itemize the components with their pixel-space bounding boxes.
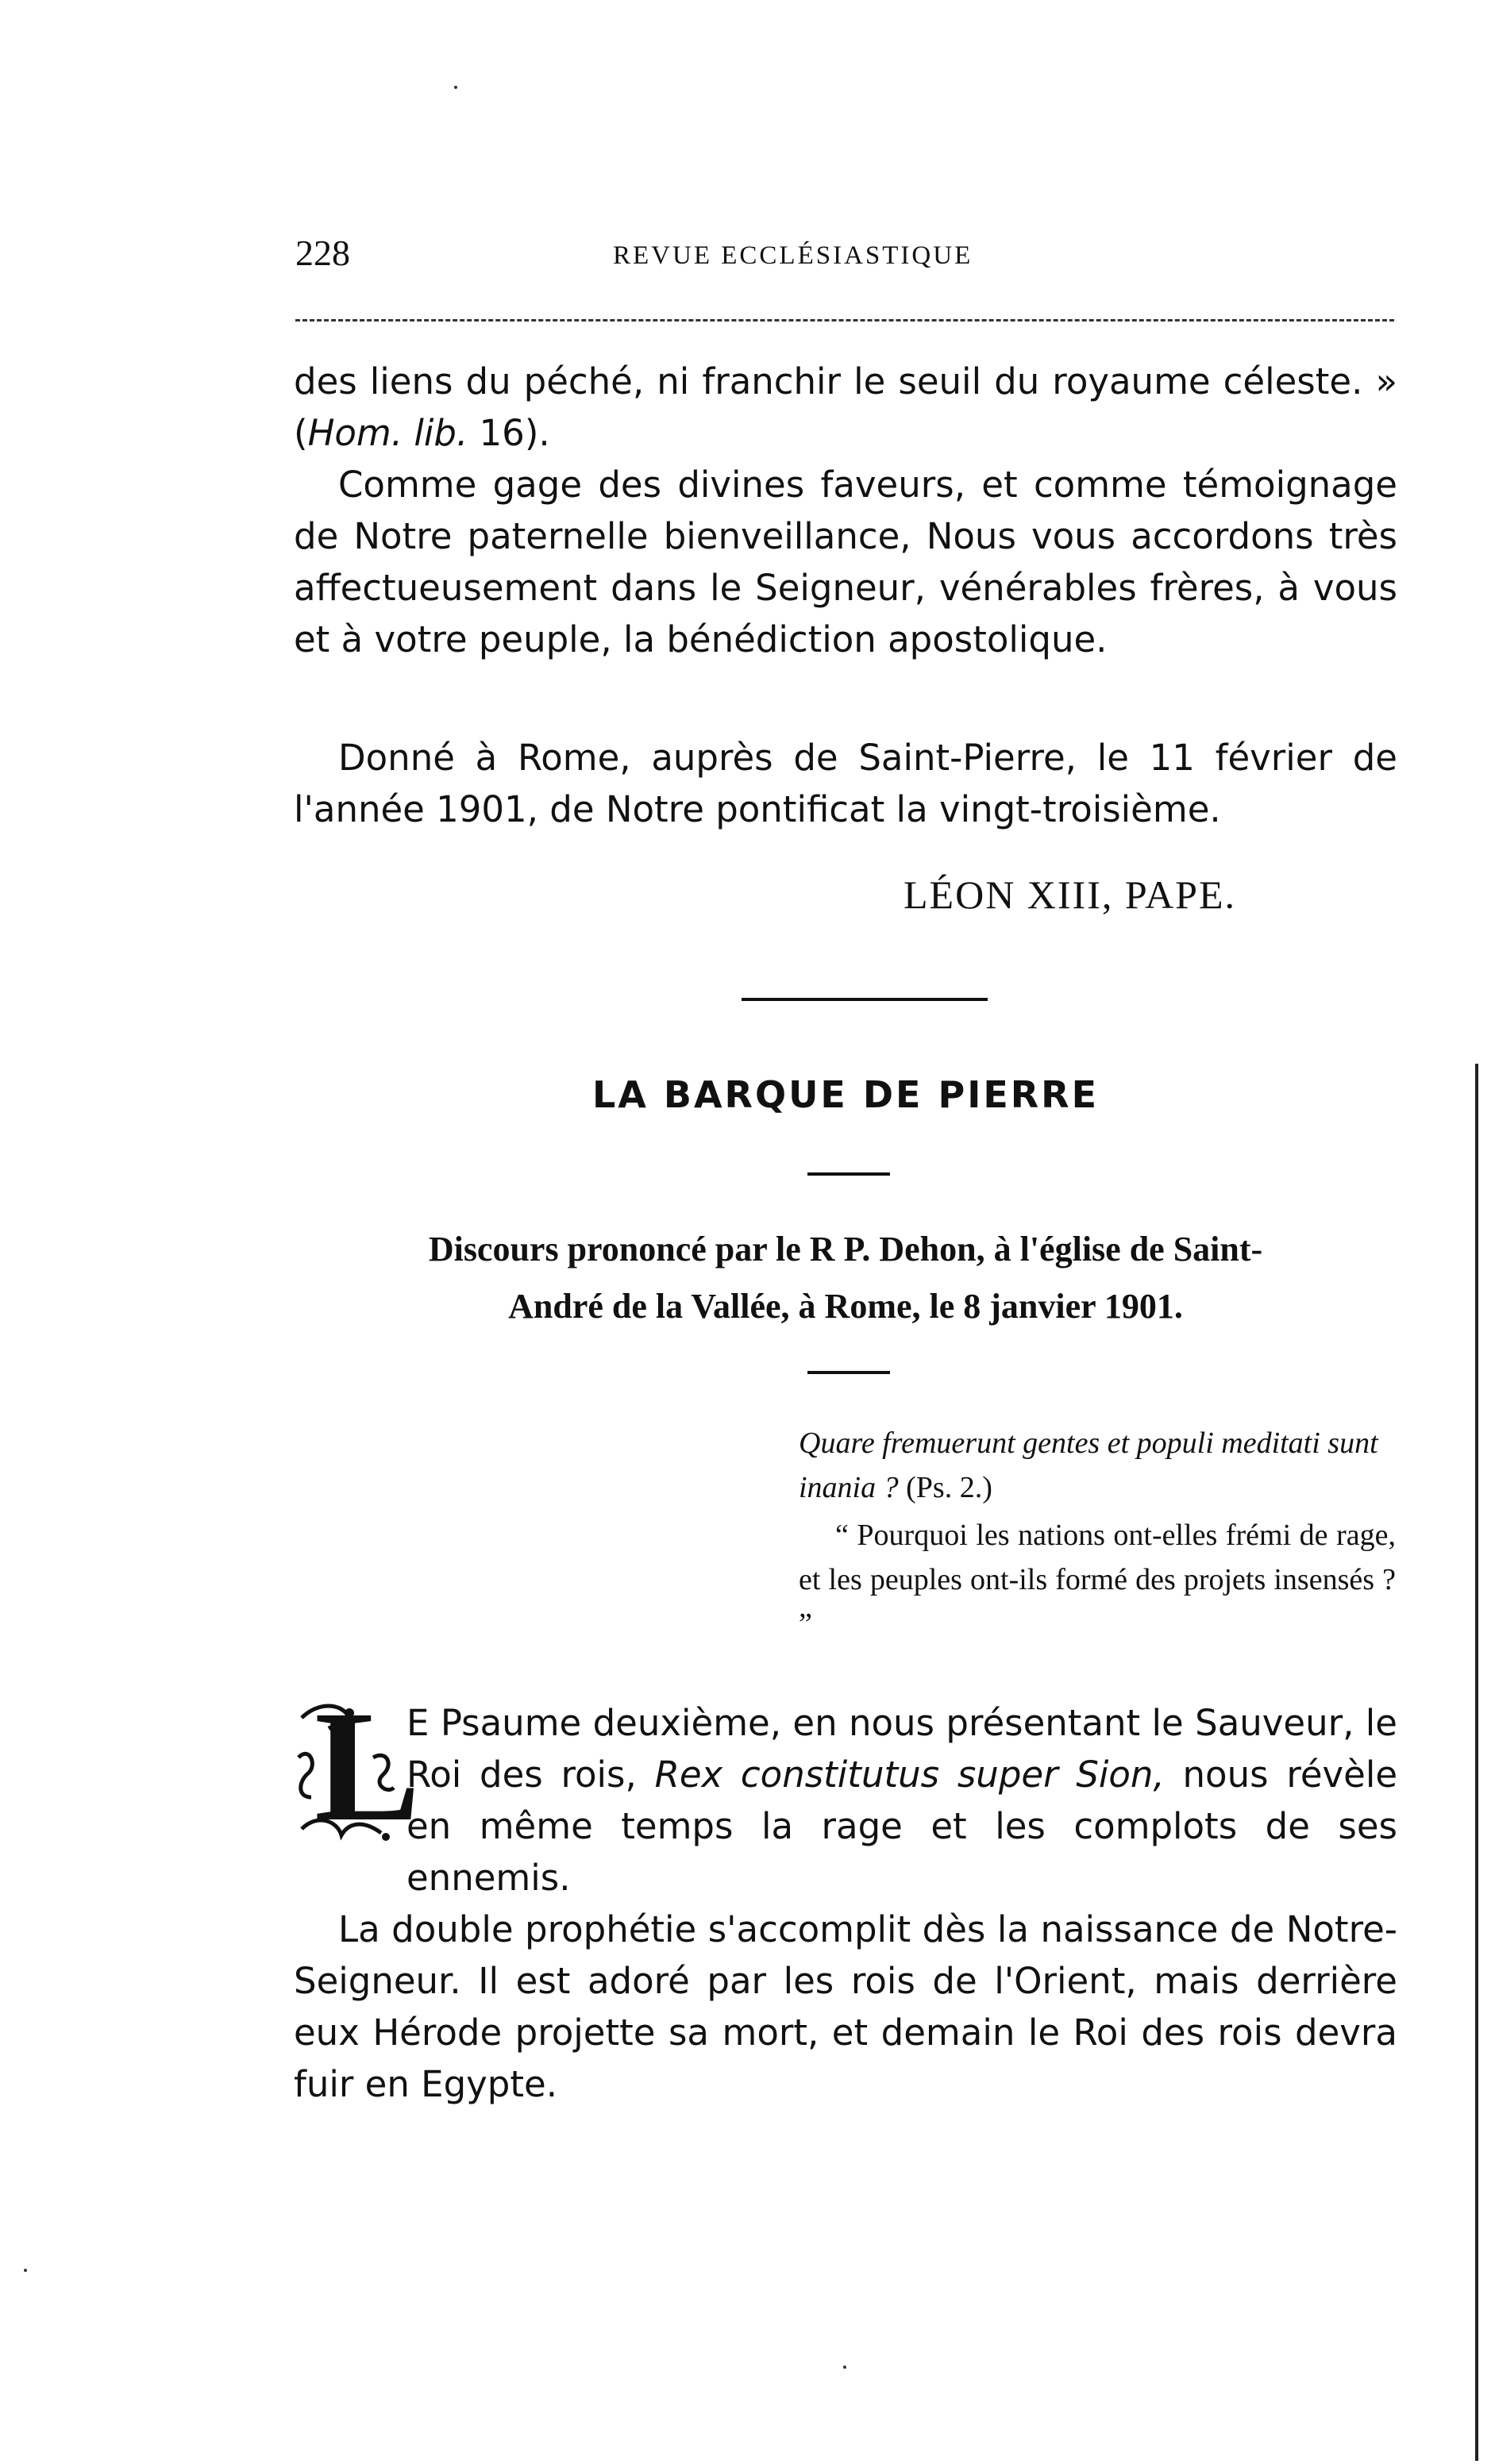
paragraph-text: Donné à Rome, auprès de Saint-Pierre, le 11 février de l'année 1901, de Notre pontificat la vingt-troisième. [294,737,1397,830]
section-divider [742,998,988,1001]
paragraph-prophecy [294,1904,1397,2110]
paragraph-part-1: E Psaume deuxième, en nous présentant le Sauveur, le Roi des rois, [407,1702,1397,1796]
article-title: LA BARQUE DE PIERRE [591,1073,1100,1116]
epigraph-translation-block [799,1513,1396,1646]
article-subtitle [294,1221,1397,1335]
paragraph-part-2: nous révèle en même temps la rage et les complots de ses ennemis. [407,1754,1398,1899]
running-head [295,232,1394,279]
paragraph-text: Comme gage des divines faveurs, et comme témoignage de Notre paternelle bienveillance, Nous vous accordons très affectueusement dans le Seigneur, vénérables frères, à vous et à votre peuple, la bénédiction apostolique. [294,464,1397,660]
scan-speck [24,2269,27,2272]
paragraph-text: La double prophétie s'accomplit dès la naissance de Notre-Seigneur. Il est adoré par les rois de l'Orient, mais derrière eux Hérode projette sa mort, et demain le Roi des rois devra fuir en Egypte. [294,1908,1397,2105]
paragraph-date [294,732,1397,835]
paragraph-text [407,1697,1397,1904]
epigraph-latin-line [799,1421,1396,1510]
scan-speck [843,2366,846,2369]
subtitle-line-2: André de la Vallée, à Rome, le 8 janvier 1901. [508,1287,1183,1326]
page-edge-border [1475,1064,1478,2461]
epigraph [799,1421,1396,1646]
header-rule [295,319,1394,321]
paragraph-opening [294,1697,1397,1904]
page-number: 228 [295,233,350,273]
subtitle-line-1: Discours prononcé par le R P. Dehon, à l'église de Saint- [428,1230,1263,1269]
scan-speck [454,86,457,89]
epigraph-translation: “ Pourquoi les nations ont-elles frémi de rage, et les peuples ont-ils formé des projets insensés ? ” [799,1519,1396,1641]
journal-title: REVUE ECCLÉSIASTIQUE [613,241,973,270]
signature: LÉON XIII, PAPE. [904,872,1237,917]
paragraph-text: des liens du péché, ni franchir le seuil du royaume céleste. » ( [294,360,1397,454]
dropcap-letter: L [314,1679,421,1854]
paragraph-blessing [294,459,1397,665]
citation-italic: Hom. lib. [307,412,468,454]
title-divider [807,1172,890,1176]
subtitle-divider [807,1371,890,1374]
epigraph-reference: (Ps. 2.) [898,1471,992,1504]
paragraph-letter-continuation [294,356,1397,459]
epigraph-latin: Quare fremuerunt gentes et populi meditati sunt inania ? [799,1426,1378,1504]
latin-quote-italic: Rex constitutus super Sion, [654,1754,1165,1796]
citation-tail: 16). [468,412,550,454]
